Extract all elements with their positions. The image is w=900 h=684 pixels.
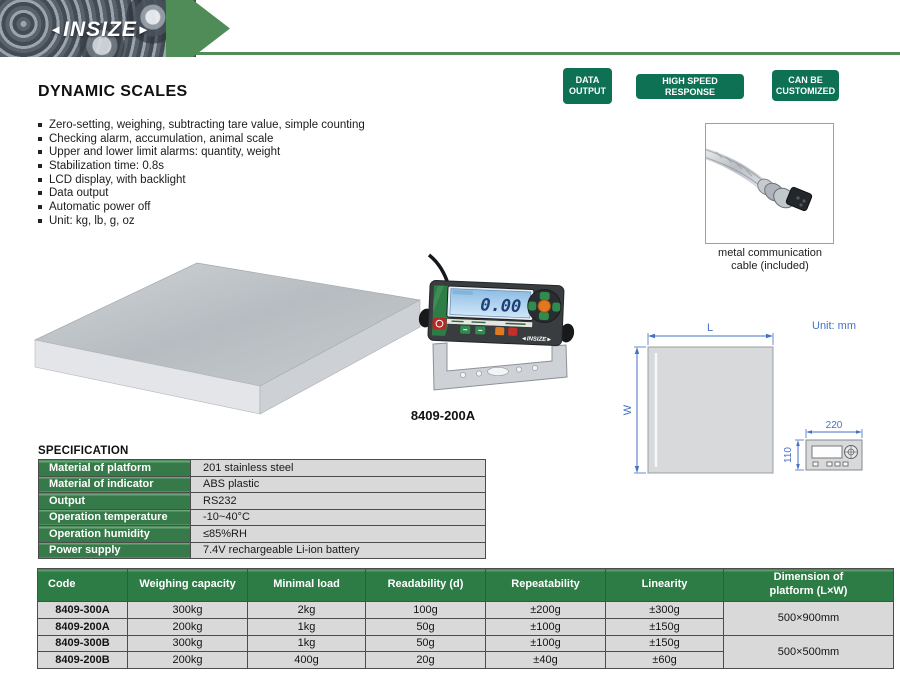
cell-capacity: 200kg <box>128 618 248 635</box>
models-table <box>37 568 894 669</box>
cell-repeatability: ±100g <box>486 635 606 652</box>
cell-repeatability: ±100g <box>486 618 606 635</box>
logo-right-arrow-icon: ► <box>136 22 151 37</box>
feature-text: Stabilization time: 0.8s <box>49 159 165 172</box>
cell-readability: 100g <box>366 602 486 619</box>
feature-item <box>38 173 365 187</box>
cell-linearity: ±150g <box>606 618 724 635</box>
cell-readability: 20g <box>366 652 486 669</box>
spec-label: Material of platform <box>39 460 191 477</box>
dim-220-label: 220 <box>825 420 843 431</box>
col-header-dimension: Dimension of platform (L×W) <box>724 569 894 602</box>
cell-readability: 50g <box>366 618 486 635</box>
spec-value: 7.4V rechargeable Li-ion battery <box>191 542 486 559</box>
bullet-icon <box>38 205 42 209</box>
feature-item <box>38 132 365 146</box>
spec-value: RS232 <box>191 493 486 510</box>
spec-label: Output <box>39 493 191 510</box>
col-header-code: Code <box>38 569 128 602</box>
spec-value: 201 stainless steel <box>191 460 486 477</box>
cell-minimal-load: 1kg <box>248 635 366 652</box>
spec-value: ≤85%RH <box>191 526 486 543</box>
model-label: 8409-200A <box>410 408 476 423</box>
unit-note: Unit: mm <box>812 320 856 332</box>
cell-linearity: ±60g <box>606 652 724 669</box>
col-header-minimal-load: Minimal load <box>248 569 366 602</box>
feature-text: Checking alarm, accumulation, animal scale <box>49 132 274 145</box>
header-rule <box>195 52 900 55</box>
feature-text: Zero-setting, weighing, subtracting tare value, simple counting <box>49 118 365 131</box>
feature-item <box>38 186 365 200</box>
cell-code: 8409-300B <box>38 635 128 652</box>
spec-row <box>39 542 486 559</box>
bullet-icon <box>38 219 42 223</box>
bullet-icon <box>38 137 42 141</box>
badge-data-output: DATA OUTPUT <box>563 68 612 104</box>
cell-minimal-load: 1kg <box>248 618 366 635</box>
indicator-logo: ◄INSIZE► <box>520 336 553 344</box>
page-title: DYNAMIC SCALES <box>38 83 188 100</box>
col-header-repeatability: Repeatability <box>486 569 606 602</box>
cell-capacity: 300kg <box>128 602 248 619</box>
cable-caption-line2: cable (included) <box>731 259 809 272</box>
bullet-icon <box>38 164 42 168</box>
feature-item <box>38 200 365 214</box>
cell-dimension: 500×500mm <box>724 635 894 669</box>
indicator-device <box>428 280 564 346</box>
insize-logo <box>36 18 164 42</box>
cell-repeatability: ±200g <box>486 602 606 619</box>
logo-text: INSIZE <box>63 18 137 41</box>
cell-linearity: ±150g <box>606 635 724 652</box>
col-header-linearity: Linearity <box>606 569 724 602</box>
cell-minimal-load: 400g <box>248 652 366 669</box>
cable-photo <box>706 124 833 243</box>
dim-length-label: L <box>706 322 714 334</box>
bullet-icon <box>38 123 42 127</box>
green-chevron-icon <box>166 0 230 57</box>
model-row <box>38 635 894 652</box>
dim-width-label: W <box>622 404 634 416</box>
cell-capacity: 200kg <box>128 652 248 669</box>
col-header-capacity: Weighing capacity <box>128 569 248 602</box>
feature-item <box>38 159 365 173</box>
feature-text: Upper and lower limit alarms: quantity, weight <box>49 146 281 159</box>
col-header-readability: Readability (d) <box>366 569 486 602</box>
spec-row <box>39 526 486 543</box>
spec-value: ABS plastic <box>191 476 486 493</box>
cell-dimension: 500×900mm <box>724 602 894 636</box>
model-row <box>38 602 894 619</box>
dim-110-label: 110 <box>783 447 794 463</box>
cell-repeatability: ±40g <box>486 652 606 669</box>
specification-heading: SPECIFICATION <box>38 445 129 457</box>
spec-row <box>39 476 486 493</box>
spec-label: Operation temperature <box>39 509 191 526</box>
feature-list <box>38 118 365 228</box>
feature-item <box>38 214 365 228</box>
spec-row <box>39 493 486 510</box>
feature-item <box>38 118 365 132</box>
spec-row <box>39 509 486 526</box>
bullet-icon <box>38 150 42 154</box>
cell-code: 8409-300A <box>38 602 128 619</box>
dimension-diagram <box>615 300 900 490</box>
indicator-bracket <box>433 343 567 390</box>
cell-linearity: ±300g <box>606 602 724 619</box>
cell-capacity: 300kg <box>128 635 248 652</box>
feature-text: Unit: kg, lb, g, oz <box>49 214 135 227</box>
cable-caption-line1: metal communication <box>718 247 822 259</box>
spec-label: Operation humidity <box>39 526 191 543</box>
feature-text: LCD display, with backlight <box>49 173 186 186</box>
cell-code: 8409-200A <box>38 618 128 635</box>
feature-text: Automatic power off <box>49 200 151 213</box>
badge-can-be-customized: CAN BE CUSTOMIZED <box>772 70 839 101</box>
product-photo <box>20 250 600 425</box>
spec-label: Material of indicator <box>39 476 191 493</box>
cell-code: 8409-200B <box>38 652 128 669</box>
lcd-value: 0.00 <box>479 295 522 318</box>
bullet-icon <box>38 178 42 182</box>
badge-high-speed-response: HIGH SPEED RESPONSE <box>636 74 744 99</box>
cable-photo-box <box>705 123 834 244</box>
bullet-icon <box>38 191 42 195</box>
spec-row <box>39 460 486 477</box>
specification-table <box>38 459 486 559</box>
cell-readability: 50g <box>366 635 486 652</box>
cable-caption <box>690 247 850 273</box>
cell-minimal-load: 2kg <box>248 602 366 619</box>
spec-label: Power supply <box>39 542 191 559</box>
spec-value: -10~40°C <box>191 509 486 526</box>
feature-item <box>38 145 365 159</box>
logo-left-arrow-icon: ◄ <box>49 22 64 37</box>
feature-text: Data output <box>49 187 109 200</box>
models-header-row <box>38 569 894 602</box>
